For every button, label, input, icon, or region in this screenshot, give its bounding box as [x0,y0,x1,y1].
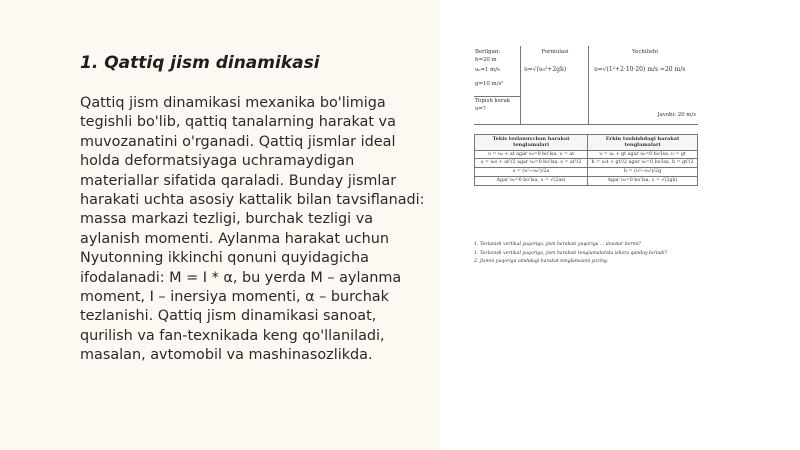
table-cell: h = (υ²−υ₀²)/2g [588,168,698,177]
given-line-3: υ₀=1 m/s [475,67,500,73]
solution-header: Yechilishi [632,49,658,55]
table-row [475,177,698,186]
formula-column [522,46,589,124]
table-row [475,168,698,177]
table-cell: h = υ₀t + gt²/2 agar υ₀=0 bo'lsa, h = gt²/2 [588,159,698,168]
problem-solution-table [474,46,698,125]
table-cell: Agar υ₀=0 bo'lsa, υ = √(2as) [475,177,588,186]
given-line-1: Berilgan: [475,49,501,55]
table-header-cell: Erkin tushishdagi harakat tenglamalari [588,135,698,151]
table-cell: Agar υ₀=0 bo'lsa, υ = √(2gh) [588,177,698,186]
given-divider [474,96,520,97]
table-row [475,150,698,159]
table-cell: υ = υ₀ + gt agar υ₀=0 bo'lsa, υ = gt [588,150,698,159]
find-value: υ=? [475,106,486,112]
list-item: 1. Tezlanish vertikal yuqoriga, jism harakati yuqoriga ... ilovalar bormi? [474,242,641,247]
table-cell: s = (υ²−υ₀²)/2a [475,168,588,177]
answer-text: Javobi: 20 m/s [657,112,696,118]
find-label: Topish kerak [475,98,511,104]
formula-header: Formulasi [541,49,569,55]
table-cell: s = υ₀t + at²/2 agar υ₀=0 bo'lsa, s = at²/2 [475,159,588,168]
slide-title: 1. Qattiq jism dinamikasi [80,53,320,73]
solution-text: υ=√(1²+2·10·20) m/s ≈20 m/s [594,66,686,73]
table-row [475,159,698,168]
table-header-cell: Tekis tezlanuvchan harakat tenglamalari [475,135,588,151]
given-line-2: h=20 m [475,57,497,63]
question-list [474,242,698,268]
formula-text: υ=√(υ₀²+2gh) [524,66,567,73]
given-line-4: g=10 m/s² [475,81,504,87]
list-item: 2. Jismni yuqoriga otishdagi harakat tenglamasini yozing. [474,259,609,265]
list-item: 1. Tezlanish vertikal yuqoriga, jism harakati tenglamalarida ishora qanday bo'ladi? [474,250,668,256]
table-cell: υ = υ₀ + at agar υ₀=0 bo'lsa, υ = at [475,150,588,159]
table-header-row [475,135,698,151]
slide-body-text: Qattiq jism dinamikasi mexanika bo'limiga tegishli bo'lib, qattiq tanalarning harakat va muvozanatini o'rganadi. Qattiq jismlar ideal holda deformatsiyaga uchramaydigan materiallar sifatida qaraladi. Bunday jismlar harakati uchta asosiy kattalik bilan tavsiflanadi: massa markazi tezligi, burchak tezligi va aylanish momenti. Aylanma harakat uchun Nyutonning ikkinchi qonuni quyidagicha ifodalanadi: M = I * α, bu yerda M – aylanma moment, I – inersiya momenti, α – burchak tezlanishi. Qattiq jism dinamikasi sanoat, qurilish va fan-texnikada keng qo'llaniladi, masalan, avtomobil va mashinasozlikda. [80,95,425,364]
given-column [474,46,521,124]
motion-comparison-table [474,134,698,186]
